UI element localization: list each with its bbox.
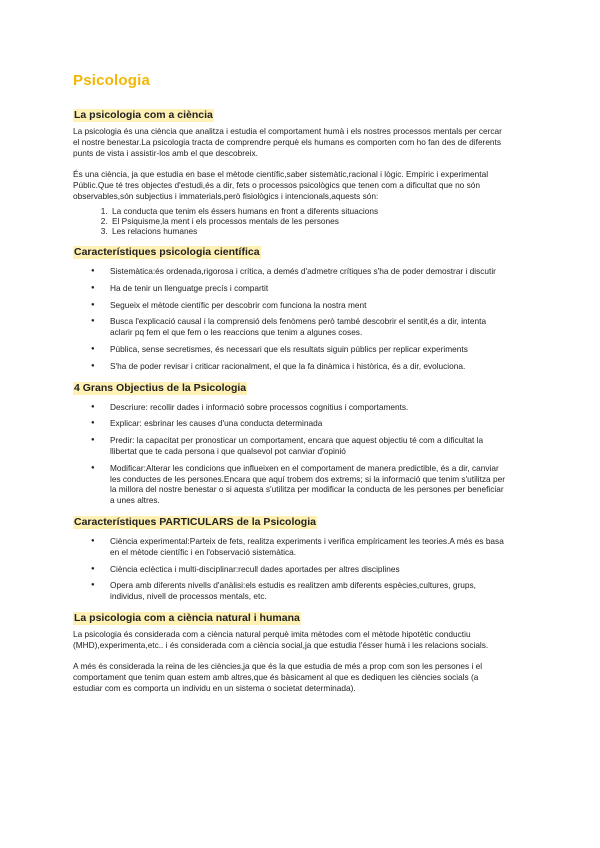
section-heading: Característiques psicologia científica xyxy=(74,246,260,258)
section-heading: La psicologia com a ciència natural i humana xyxy=(74,611,300,624)
section-four-goals xyxy=(73,378,510,506)
list-item: ● Segueix el mètode científic per descobrir com funciona la nostra ment xyxy=(110,300,510,311)
paragraph: És una ciència, ja que estudia en base el mètode científic,saber sistemàtic,racional i lògic. Empíric i experimental Públic.Que té tres objectes d'estudi,és a dir, fets o processos psicològics que tenen com a dificultat que no són observables,són subjectius i immaterials,però fisiològics i intencionals,aquests són: xyxy=(73,169,489,201)
section-natural-and-human-science xyxy=(73,608,510,694)
list-item: ● Busca l'explicació causal i la comprensió dels fenòmens però també descobrir el sentit,és a dir, intenta aclarir pq fem el que fem o les reaccions que tenim a algunes coses. xyxy=(110,316,510,338)
bullet-list xyxy=(73,402,510,506)
section-heading: La psicologia com a ciència xyxy=(74,109,213,121)
list-item: ● Ciència experimental:Parteix de fets, realitza experiments i verifica empíricament les teories.A més es basa en el mètode científic i en l'observació sistemàtica. xyxy=(110,536,510,558)
list-item: ● Ha de tenir un llenguatge precís i compartit xyxy=(110,283,510,294)
bullet-list xyxy=(73,266,510,372)
list-item: ● Descriure: recollir dades i informació sobre processos cognitius i comportaments. xyxy=(110,402,510,413)
section-scientific-characteristics xyxy=(73,242,510,372)
list-item: ● Sistemàtica:és ordenada,rigorosa i crítica, a demés d'admetre crítiques s'ha de poder demostrar i discutir xyxy=(110,266,510,277)
list-item: ● Opera amb diferents nivells d'anàlisi:els estudis es realitzen amb diferents espècies,cultures, grups, individus, nivell de processos mentals, etc. xyxy=(110,580,510,602)
list-item: ● S'ha de poder revisar i criticar racionalment, el que la fa dinàmica i històrica, és a dir, evoluciona. xyxy=(110,361,510,372)
section-particular-characteristics xyxy=(73,512,510,602)
list-item: ● Explicar: esbrinar les causes d'una conducta determinada xyxy=(110,418,510,429)
list-item: 1. La conducta que tenim els éssers humans en front a diferents situacions xyxy=(110,206,510,216)
bullet-list xyxy=(73,536,510,602)
paragraph: La psicologia és considerada com a ciència natural perquè imita mètodes com el mètode hipotètic conductiu (MHD),experimenta,etc.. i és considerada com a ciència social,ja que estudia l'ésser humà i les relacions socials. xyxy=(73,628,489,650)
numbered-list xyxy=(73,206,510,236)
section-heading: Característiques PARTICULARS de la Psicologia xyxy=(74,515,316,528)
list-item: ● Pública, sense secretismes, és necessari que els resultats siguin públics per replicar experiments xyxy=(110,344,510,355)
list-item: ● Ciència eclèctica i multi-disciplinar:recull dades aportades per altres disciplines xyxy=(110,564,510,575)
section-heading: 4 Grans Objectius de la Psicologia xyxy=(74,381,247,394)
list-item: 2. El Psiquisme,la ment i els processos mentals de les persones xyxy=(110,216,510,226)
list-item: ● Predir: la capacitat per pronosticar un comportament, encara que aquest objectiu té com a dificultat la llibertat que te cada persona i que qualsevol pot canviar d'opinió xyxy=(110,435,510,457)
list-item: 3. Les relacions humanes xyxy=(110,226,510,236)
paragraph: A més és considerada la reina de les ciències,ja que és la que estudia de més a prop com son les persones i el comportament que tenim quan estem amb altres,que és bàsicament al que es dediquen les ciències socials (a estudiar com es comporta un individu en un sistema o societat determinada). xyxy=(73,660,483,693)
list-item: ● Modificar:Alterar les condicions que influeixen en el comportament de manera predictible, és a dir, canviar les conductes de les persones.Encara que aquí trobem dos extrems; si la informació que tenim s'utilitza per la millora del nostre benestar o si aquesta s'utilitza per modificar la conducta de les persones per beneficiar a unes altres. xyxy=(110,463,510,506)
section-psychology-as-science xyxy=(73,105,510,236)
paragraph: La psicologia és una ciència que analitza i estudia el comportament humà i els nostres processos mentals per cercar el nostre benestar.La psicologia tracta de comprendre perquè els humans es comporten com ho fan des de diferents punts de vista i assistir-los amb el que descobreix. xyxy=(73,126,502,158)
page-title: Psicologia xyxy=(73,72,151,89)
